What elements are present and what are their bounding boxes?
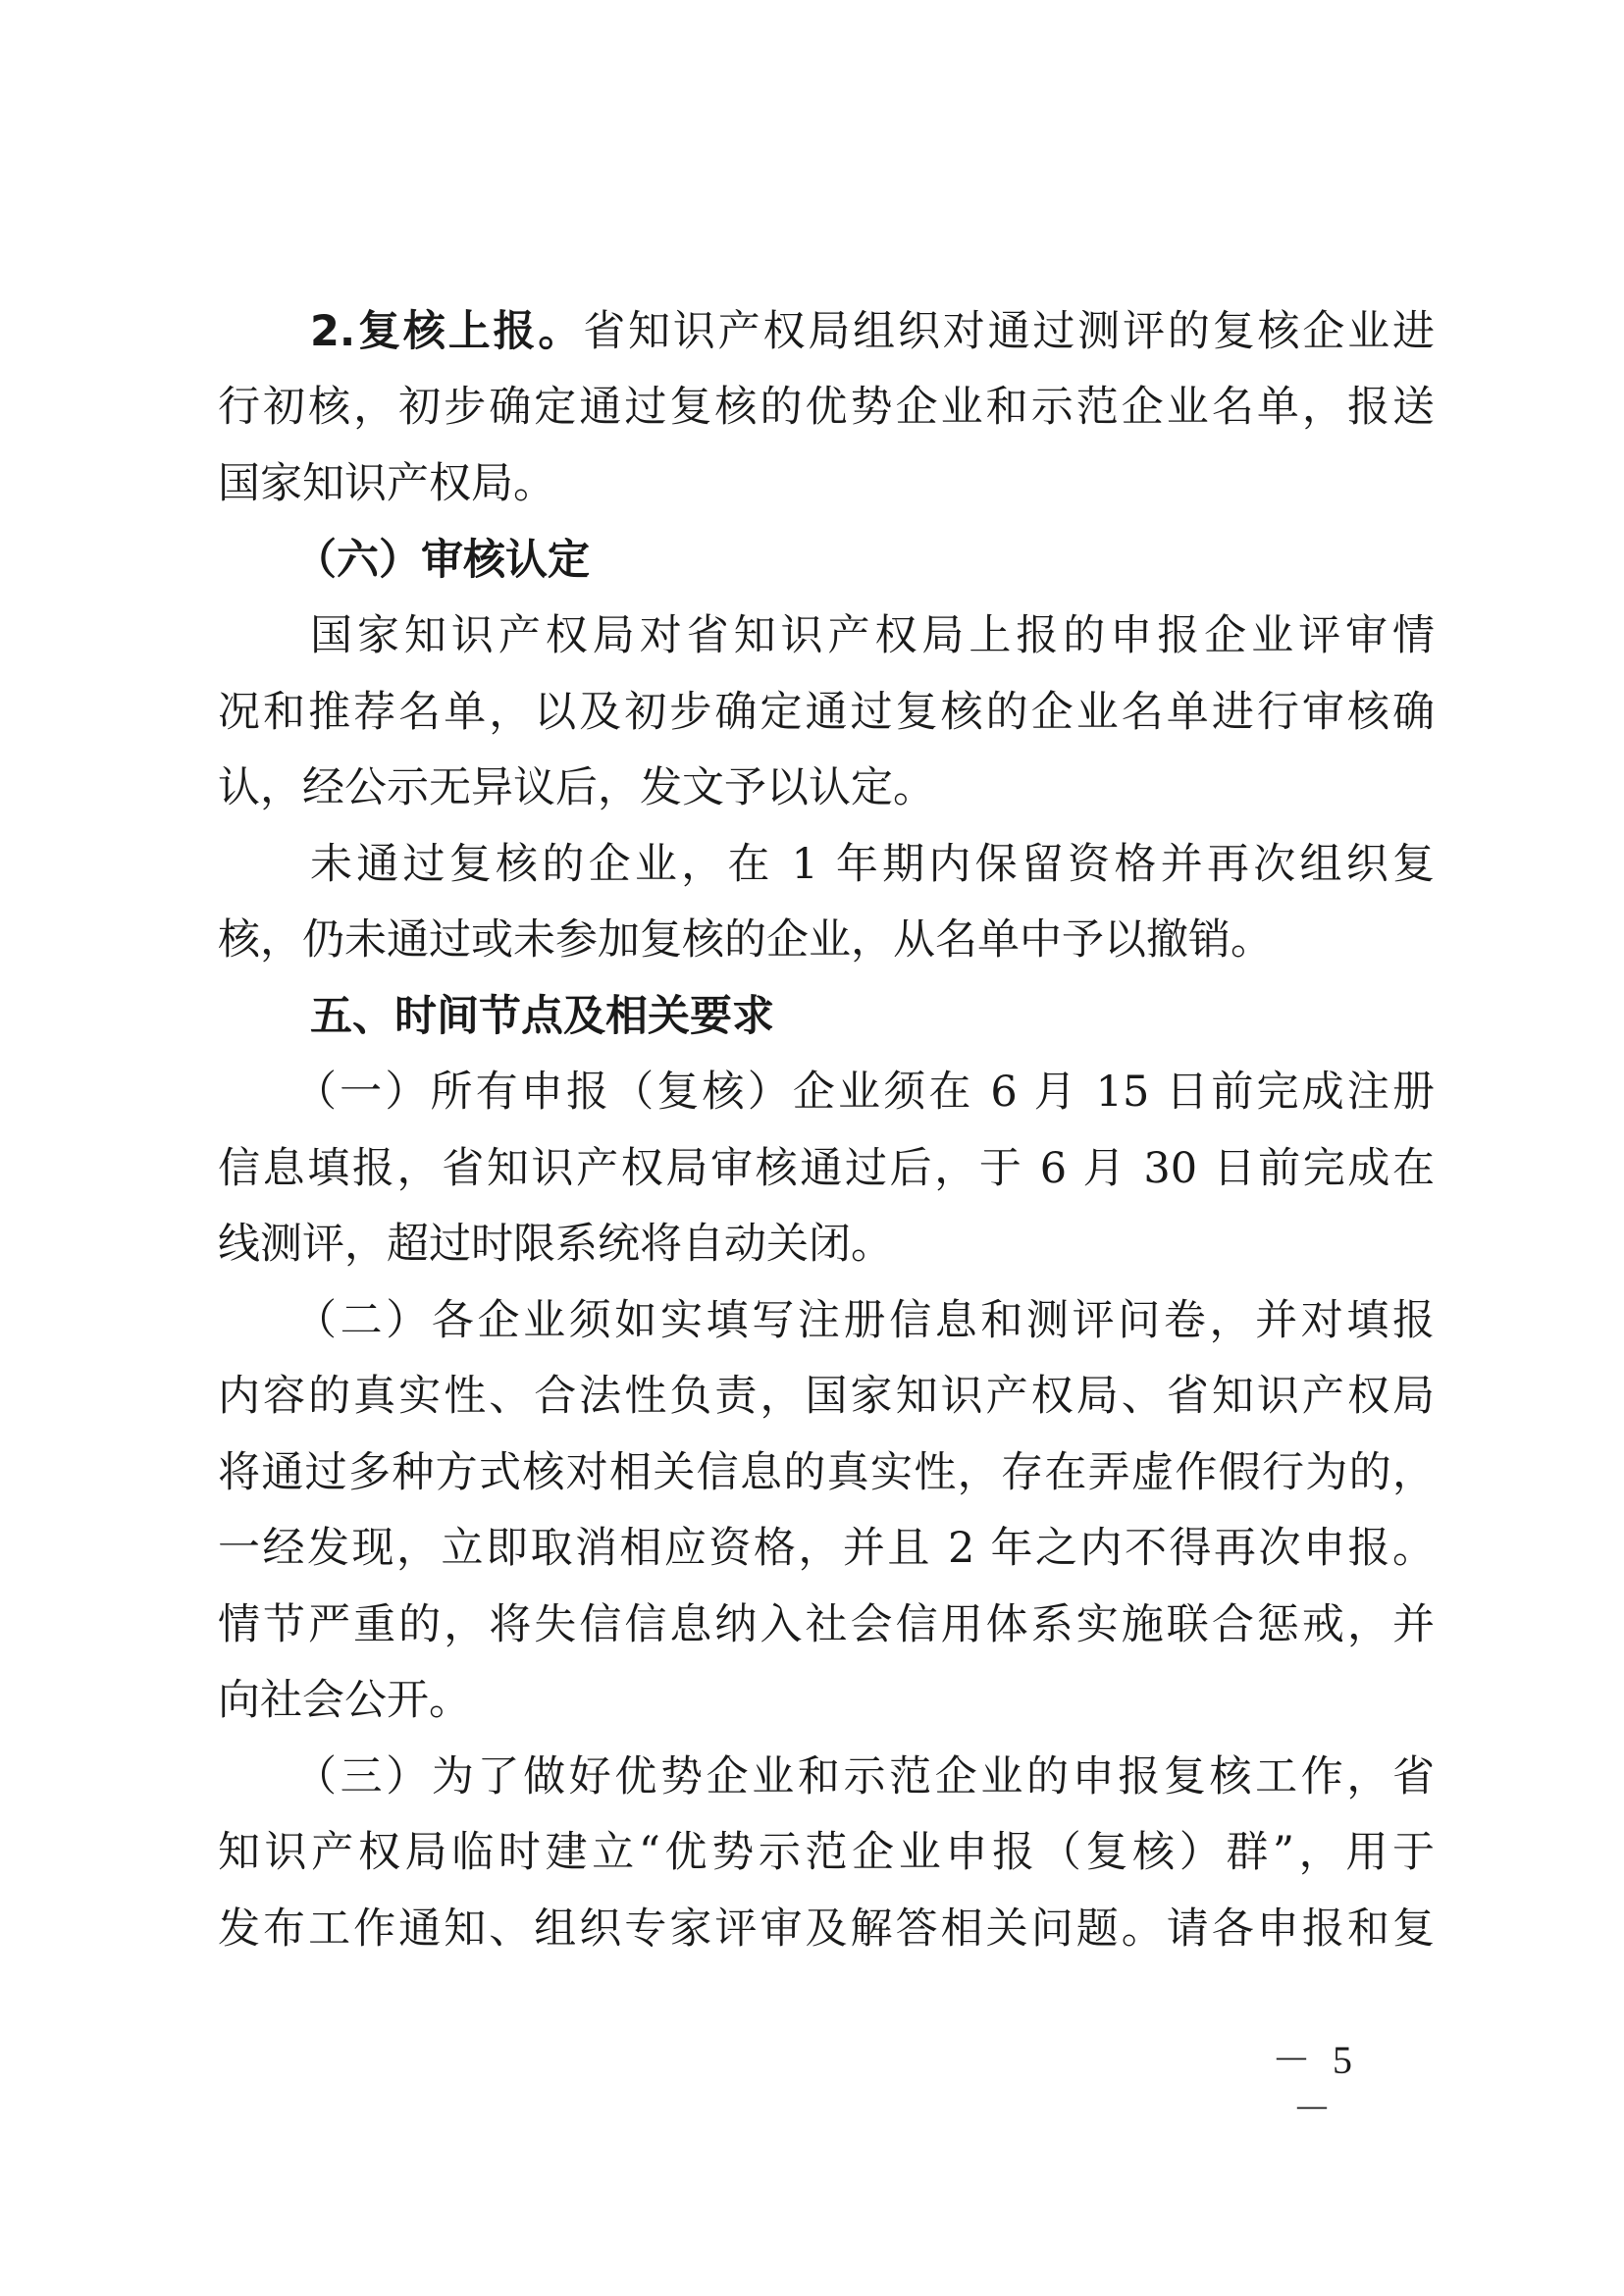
paragraph-line: 一经发现，立即取消相应资格，并且 2 年之内不得再次申报。 [218, 1524, 1435, 1573]
paragraph-line: （二）各企业须如实填写注册信息和测评问卷，并对填报 [294, 1296, 1435, 1345]
chapter-heading: 五、时间节点及相关要求 [310, 992, 774, 1041]
subsection-lead: 2.复核上报。 [310, 307, 584, 356]
paragraph-line: 核，仍未通过或未参加复核的企业，从名单中予以撤销。 [218, 915, 1273, 965]
paragraph-line: 情节严重的，将失信信息纳入社会信用体系实施联合惩戒，并 [218, 1600, 1435, 1649]
paragraph-line: 将通过多种方式核对相关信息的真实性，存在弄虚作假行为的， [218, 1448, 1435, 1497]
paragraph-line: 认，经公示无异议后，发文予以认定。 [218, 763, 935, 812]
paragraph-line: 发布工作通知、组织专家评审及解答相关问题。请各申报和复 [218, 1905, 1435, 1954]
paragraph-line: 知识产权局临时建立“优势示范企业申报（复核）群”，用于 [218, 1828, 1435, 1877]
paragraph-line: 国家知识产权局。 [218, 459, 555, 508]
paragraph-line: 国家知识产权局对省知识产权局上报的申报企业评审情 [310, 611, 1435, 660]
section-heading: （六）审核认定 [294, 536, 590, 585]
paragraph-line: 向社会公开。 [218, 1676, 471, 1725]
paragraph-line: 2.复核上报。省知识产权局组织对通过测评的复核企业进 [310, 307, 1436, 356]
paragraph-line: （一）所有申报（复核）企业须在 6 月 15 日前完成注册 [294, 1068, 1435, 1117]
page-number: － 5 － [1272, 2038, 1358, 2131]
paragraph-line: 内容的真实性、合法性负责，国家知识产权局、省知识产权局 [218, 1372, 1435, 1421]
paragraph-line: 行初核，初步确定通过复核的优势企业和示范企业名单，报送 [218, 383, 1435, 432]
paragraph-line: 未通过复核的企业，在 1 年期内保留资格并再次组织复 [310, 840, 1435, 889]
paragraph-line: （三）为了做好优势企业和示范企业的申报复核工作，省 [294, 1752, 1435, 1801]
paragraph-line: 信息填报，省知识产权局审核通过后，于 6 月 30 日前完成在 [218, 1144, 1435, 1193]
paragraph-line: 况和推荐名单，以及初步确定通过复核的企业名单进行审核确 [218, 688, 1435, 737]
paragraph-line: 线测评，超过时限系统将自动关闭。 [218, 1220, 893, 1269]
